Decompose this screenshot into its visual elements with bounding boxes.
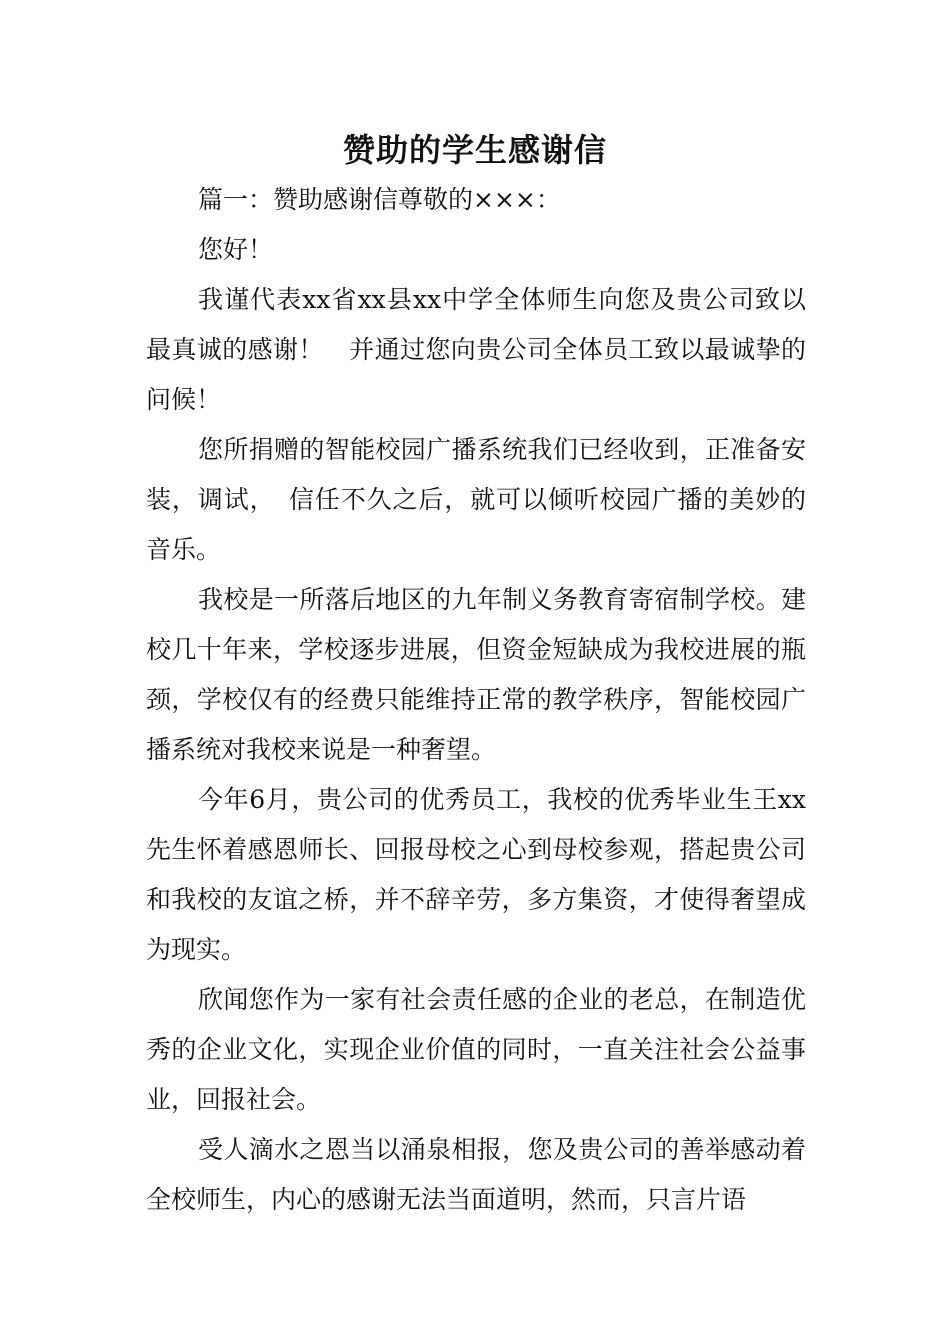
- document-title: 赞助的学生感谢信: [342, 131, 607, 169]
- paragraph-gratitude: 受人滴水之恩当以涌泉相报，您及贵公司的善举感动着全校师生，内心的感谢无法当面道明，然而，只言片语: [146, 1135, 806, 1214]
- document-body: [146, 175, 806, 1225]
- paragraph-social-responsibility: 欣闻您作为一家有社会责任感的企业的老总，在制造优秀的企业文化，实现企业价值的同时，一直关注社会公益事业，回报社会。: [146, 985, 806, 1114]
- paragraph-donation-received: 您所捐赠的智能校园广播系统我们已经收到，正准备安装，调试， 信任不久之后，就可以倾听校园广播的美妙的音乐。: [146, 435, 806, 564]
- paragraph-greeting: 您好！: [198, 235, 274, 264]
- paragraph-alumnus-visit: 今年6月，贵公司的优秀员工，我校的优秀毕业生王xx先生怀着感恩师长、回报母校之心到母校参观，搭起贵公司和我校的友谊之桥，并不辞辛劳，多方集资，才使得奢望成为现实。: [146, 785, 806, 964]
- paragraph-opening-line: 篇一：赞助感谢信尊敬的×××：: [198, 185, 561, 214]
- paragraph-thanks: 我谨代表xx省xx县xx中学全体师生向您及贵公司致以最真诚的感谢！ 并通过您向贵公司全体员工致以最诚挚的问候！: [146, 285, 806, 414]
- paragraph-school-background: 我校是一所落后地区的九年制义务教育寄宿制学校。建校几十年来，学校逐步进展，但资金短缺成为我校进展的瓶颈，学校仅有的经费只能维持正常的教学秩序，智能校园广播系统对我校来说是一种奢望。: [146, 585, 806, 764]
